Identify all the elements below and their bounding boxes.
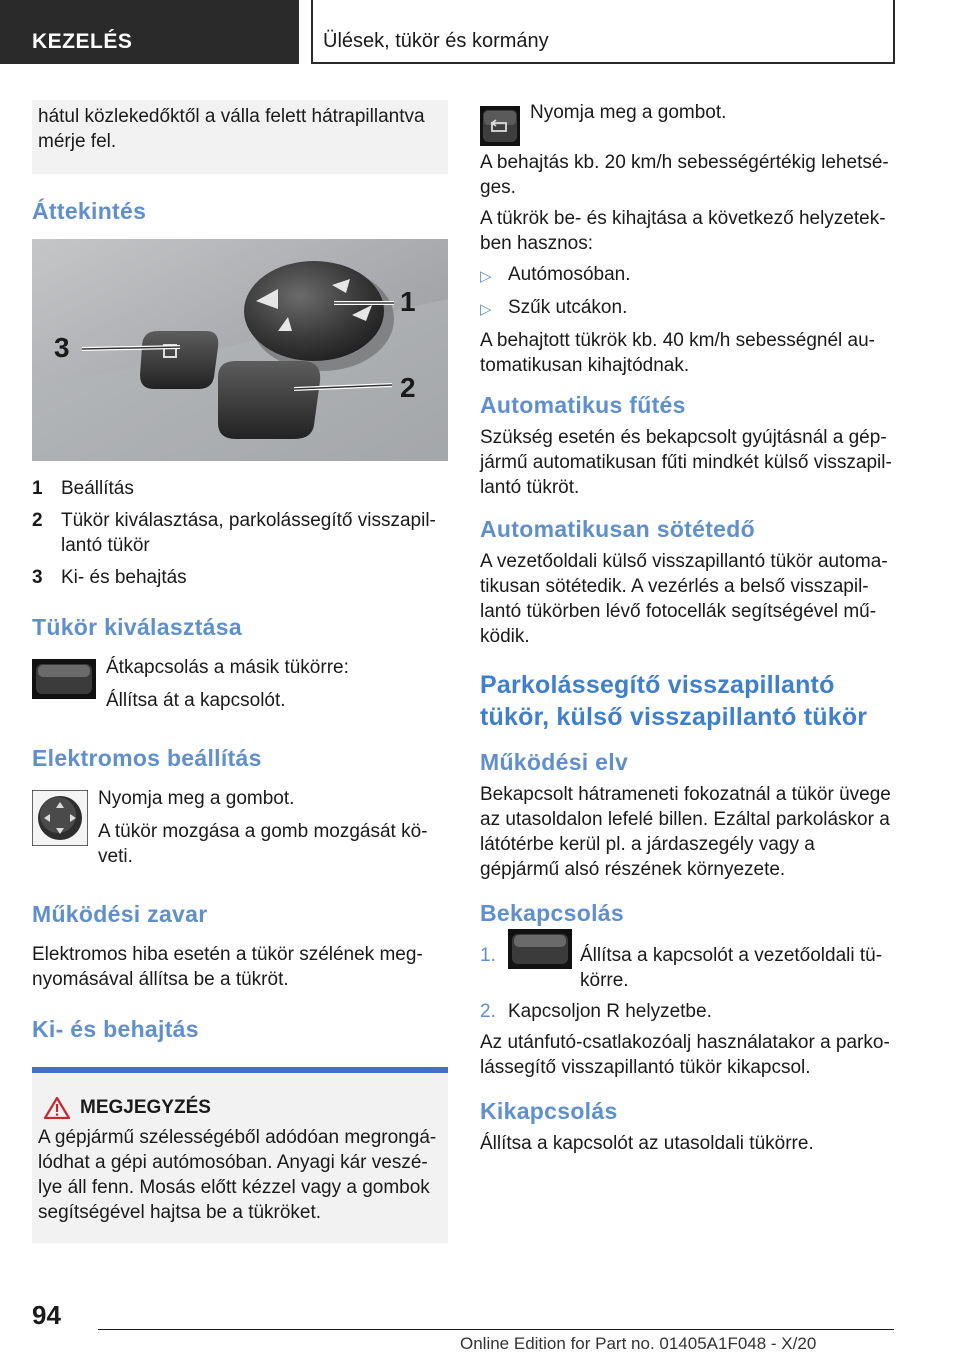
triangle-bullet-icon: ▷	[480, 268, 492, 285]
step-item	[480, 943, 896, 993]
heating-text: Szükség esetén és bekapcsolt gyújtásnál a gép-jármű automatikusan fűti mindkét külső visszapil-lantó tükröt.	[480, 427, 892, 498]
deactivation-text: Állítsa a kapcsolót az utasoldali tükörre.	[480, 1133, 814, 1154]
chapter-title: KEZELÉS	[32, 30, 133, 53]
chapter-tab	[0, 0, 299, 64]
mirror-select-switch-icon	[32, 659, 96, 699]
note-title: MEGJEGYZÉS	[80, 1097, 211, 1118]
legend-number: 2	[32, 510, 43, 531]
fold-speed-text: A behajtás kb. 20 km/h sebességértékig lehetsé-ges.	[480, 152, 889, 198]
electric-adjust-heading: Elektromos beállítás	[32, 745, 262, 771]
fold-heading: Ki- és behajtás	[32, 1016, 199, 1042]
mirror-select-heading: Tükör kiválasztása	[32, 614, 242, 640]
malfunction-text: Elektromos hiba esetén a tükör szélének meg-nyomásával állítsa be a tükröt.	[32, 944, 423, 990]
list-item	[480, 295, 896, 322]
trailer-text: Az utánfutó-csatlakozóalj használatakor a parko-lássegítő visszapillantó tükör kikapcsol.	[480, 1032, 890, 1078]
principle-text: Bekapcsolt hátrameneti fokozatnál a tükör üvege az utasoldalon lefelé billen. Ezáltal parkoláskor a látótérbe kerül pl. a járdaszegély vagy a gépjármű alsó részének környezete.	[480, 784, 891, 880]
warning-icon	[44, 1097, 70, 1119]
mirror-select-line: Átkapcsolás a másik tükörre:	[106, 657, 349, 678]
legend-text: Ki- és behajtás	[61, 567, 187, 588]
section-header	[311, 0, 895, 64]
step-text: Állítsa a kapcsolót a vezetőoldali tü-körre.	[580, 945, 883, 991]
section-title: Ülések, tükör és kormány	[323, 30, 549, 52]
photo-label-2: 2	[400, 372, 416, 403]
note-text: A gépjármű szélességéből adódóan megrongá-lódhat a gépi autómosóban. Anyagi kár veszé-lye áll fenn. Mosás előtt kézzel vagy a gombok segítségével hajtsa be a tükröket.	[38, 1127, 437, 1223]
footer-divider	[98, 1329, 894, 1330]
mirror-switch-photo	[32, 239, 448, 461]
photo-label-3: 3	[54, 332, 70, 363]
photo-label-1: 1	[400, 286, 416, 317]
page-number: 94	[32, 1300, 61, 1330]
fold-mirror-button-icon	[480, 106, 520, 146]
fold-button-row	[480, 100, 896, 146]
triangle-bullet-icon: ▷	[480, 301, 492, 318]
legend-item	[32, 476, 448, 501]
electric-adjust-row	[32, 786, 448, 877]
list-item-text: Szűk utcákon.	[508, 297, 628, 318]
mirror-select-row	[32, 655, 448, 721]
intro-text: hátul közlekedőktől a válla felett hátrapillantva mérje fel.	[38, 106, 425, 152]
note-header	[44, 1097, 440, 1119]
legend-number: 3	[32, 567, 43, 588]
electric-adjust-line: Nyomja meg a gombot.	[98, 788, 295, 809]
fold-useful-text: A tükrök be- és kihajtása a következő helyzetek-ben hasznos:	[480, 208, 886, 254]
edition-text: Online Edition for Part no. 01405A1F048 - X/20	[460, 1334, 817, 1353]
intro-box	[32, 100, 448, 174]
list-item-text: Autómosóban.	[508, 264, 631, 285]
direction-pad-icon	[32, 790, 88, 846]
left-column	[32, 100, 448, 1243]
dimming-heading: Automatikusan sötétedő	[480, 516, 755, 542]
press-button-text: Nyomja meg a gombot.	[530, 102, 727, 123]
activation-heading: Bekapcsolás	[480, 900, 624, 926]
legend-item	[32, 565, 448, 590]
step-number: 1.	[480, 945, 496, 966]
step-text: Kapcsoljon R helyzetbe.	[508, 1001, 712, 1022]
list-item	[480, 262, 896, 289]
photo-legend	[32, 476, 448, 590]
mirror-select-switch-icon	[508, 929, 572, 969]
auto-unfold-text: A behajtott tükrök kb. 40 km/h sebességnél au-tomatikusan kihajtódnak.	[480, 330, 876, 376]
note-box	[32, 1067, 448, 1243]
right-column	[480, 100, 896, 1162]
dimming-text: A vezetőoldali külső visszapillantó tükör automa-tikusan sötétedik. A vezérlés a belső visszapil-lantó tükörben lévő fotocellák segítségével mű-ködik.	[480, 551, 888, 647]
heating-heading: Automatikus fűtés	[480, 392, 686, 418]
principle-heading: Működési elv	[480, 749, 629, 775]
legend-text: Tükör kiválasztása, parkolássegítő visszapil-lantó tükör	[61, 510, 436, 556]
legend-item	[32, 508, 448, 558]
legend-text: Beállítás	[61, 478, 134, 499]
parking-mirror-heading: Parkolássegítő visszapillantó tükör, külső visszapillantó tükör	[480, 671, 868, 731]
step-item	[480, 999, 896, 1024]
step-number: 2.	[480, 1001, 496, 1022]
overview-heading: Áttekintés	[32, 198, 147, 224]
legend-number: 1	[32, 478, 43, 499]
malfunction-heading: Működési zavar	[32, 901, 208, 927]
mirror-select-line: Állítsa át a kapcsolót.	[106, 690, 286, 711]
deactivation-heading: Kikapcsolás	[480, 1098, 618, 1124]
electric-adjust-line: A tükör mozgása a gomb mozgását kö-veti.	[98, 821, 428, 867]
